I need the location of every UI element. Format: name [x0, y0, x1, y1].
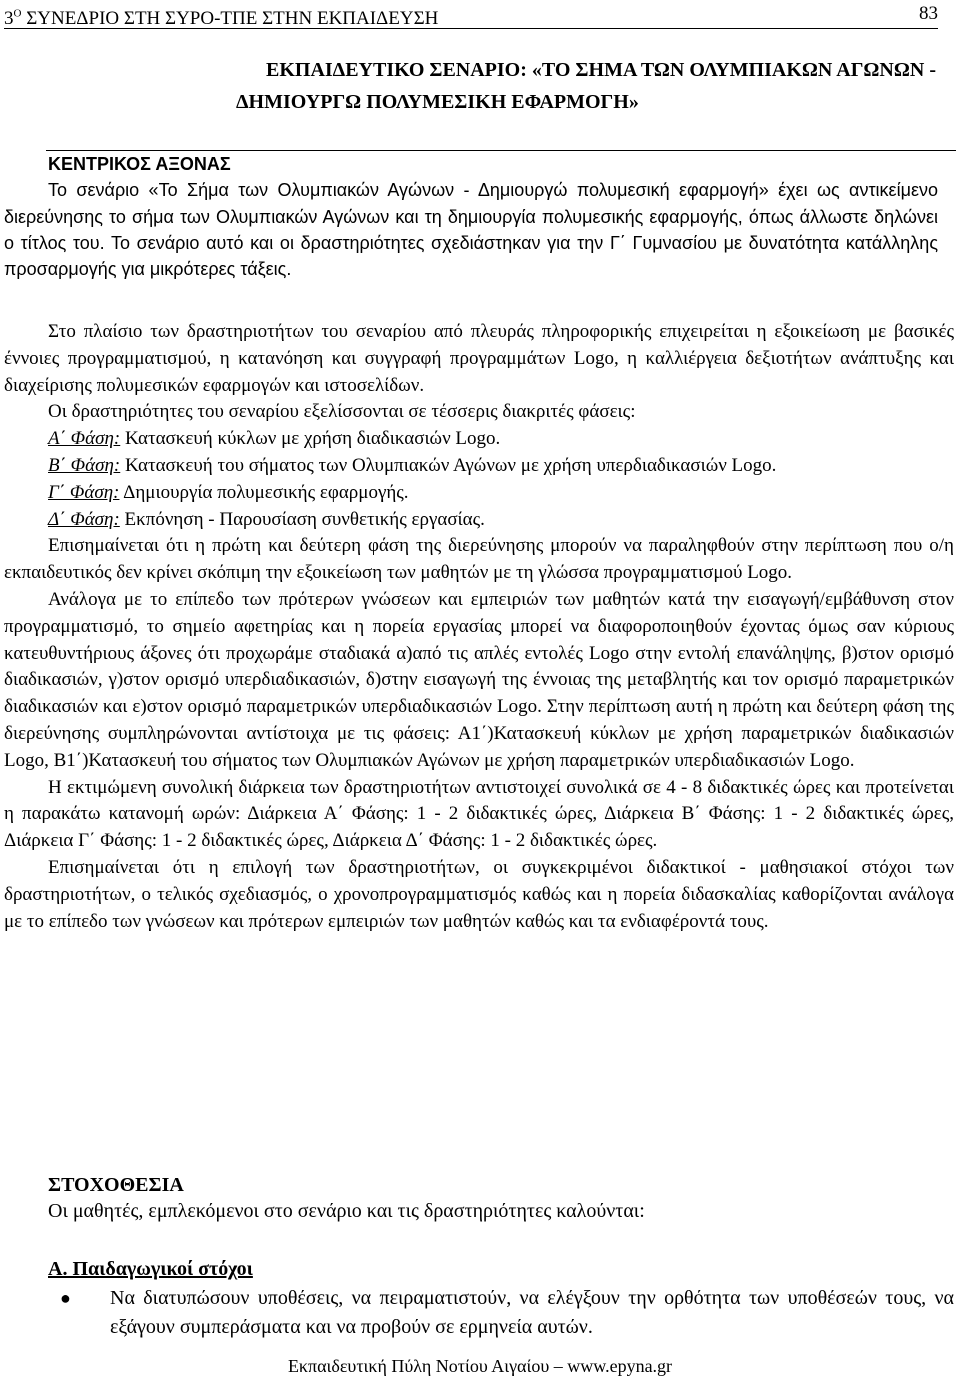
page-footer: Εκπαιδευτική Πύλη Νοτίου Αιγαίου – www.epyna.gr: [287, 1356, 673, 1376]
phase-a: [4, 426, 954, 453]
paragraph-context: Στο πλαίσιο των δραστηριοτήτων του σεναρίου από πλευράς πληροφορικής επιχειρείται η εξοικείωση με βασικές έννοιες προγραμματισμού, η κατανόηση και συγγραφή προγραμμάτων Logo, η καλλιέργεια δεξιοτήτων ανάπτυξης και διαχείρισης πολυμεσικών εφαρμογών και ιστοσελίδων.: [4, 321, 954, 396]
targets-section: [48, 1172, 954, 1224]
page-number: 83: [919, 3, 938, 24]
main-body: [4, 319, 954, 935]
central-axis-section: [4, 151, 938, 282]
phase-d-label: Δ΄ Φάση:: [48, 508, 120, 530]
running-header: [4, 0, 938, 29]
phase-a-text: Κατασκευή κύκλων με χρήση διαδικασιών Logo.: [120, 428, 501, 450]
title-line-2: ΔΗΜΙΟΥΡΓΩ ΠΟΛΥΜΕΣΙΚΗ ΕΦΑΡΜΟΓΗ»: [236, 91, 639, 113]
bullet-icon: ●: [60, 1288, 71, 1308]
central-axis-heading: ΚΕΝΤΡΙΚΟΣ ΑΞΟΝΑΣ: [48, 154, 231, 174]
scenario-title: [4, 54, 938, 118]
paragraph-level: Ανάλογα με το επίπεδο των πρότερων γνώσεων και εμπειριών των μαθητών κατά την εισαγωγή/εμβάθυνση στον προγραμματισμό, το σημείο αφετηρίας και η πορεία εργασίας μπορεί να διαφοροποιηθούν έχοντας όμως σαν κύριους κατευθυντήριους άξονες ότι προχωράμε σταδιακά α)από τις απλές εντολές Logo στην εντολή επανάληψης, β)στον ορισμό διαδικασιών, γ)στον ορισμό υπερδιαδικασιών, δ)στην εισαγωγή της έννοιας της μεταβλητής και τον ορισμό παραμετρικών διαδικασιών και ε)στον ορισμό παραμετρικών υπερδιαδικασιών Logo. Στην περίπτωση αυτή η πρώτη και δεύτερη φάση της διερεύνησης συμπληρώνονται αντίστοιχα με τις φάσεις: Α1΄)Κατασκευή κύκλων με χρήση παραμετρικών διαδικασιών Logo, Β1΄)Κατασκευή του σήματος των Ολυμπιακών Αγώνων με χρήση παραμετρικών υπερδιαδικασιών Logo.: [4, 588, 954, 771]
paragraph-phases-intro: Οι δραστηριότητες του σεναρίου εξελίσσονται σε τέσσερις διακριτές φάσεις:: [48, 401, 636, 423]
conference-title: $3^O$ ΣΥΝΕΔΡΙΟ ΣΤΗ ΣΥΡΟ-ΤΠΕ ΣΤΗΝ ΕΚΠΑΙΔΕΥΣΗ: [4, 8, 439, 30]
paragraph-note-1: Επισημαίνεται ότι η πρώτη και δεύτερη φάση της διερεύνησης μπορούν να παραληφθούν στην περίπτωση που ο/η εκπαιδευτικός δεν κρίνει σκόπιμη την εξοικείωση των μαθητών με τη γλώσσα προγραμματισμού Logo.: [4, 535, 954, 584]
paragraph-note-2: Επισημαίνεται ότι η επιλογή των δραστηριοτήτων, οι συγκεκριμένοι διδακτικοί - μαθησιακοί στόχοι των δραστηριοτήτων, ο τελικός σχεδιασμός, ο χρονοπρογραμματισμός καθώς και η πορεία διδασκαλίας καθορίζονται ανάλογα με το επίπεδο των γνώσεων και πρότερων εμπειριών των μαθητών καθώς και τα ενδιαφέροντά τους.: [4, 856, 954, 932]
phase-c-text: Δημιουργία πολυμεσικής εφαρμογής.: [119, 481, 409, 503]
title-line-1: ΕΚΠΑΙΔΕΥΤΙΚΟ ΣΕΝΑΡΙΟ: «ΤΟ ΣΗΜΑ ΤΩΝ ΟΛΥΜΠΙΑΚΩΝ ΑΓΩΝΩΝ -: [266, 59, 936, 81]
phase-b-text: Κατασκευή του σήματος των Ολυμπιακών Αγώνων με χρήση υπερδιαδικασιών Logo.: [120, 454, 777, 476]
phase-c-label: Γ΄ Φάση:: [48, 481, 120, 503]
central-axis-paragraph: Το σενάριο «Το Σήμα των Ολυμπιακών Αγώνων - Δημιουργώ πολυμεσική εφαρμογή» έχει ως αντικείμενο διερεύνησης το σήμα των Ολυμπιακών Αγώνων και τη δημιουργία πολυμεσικής εφαρμογής, όπως άλλωστε δηλώνει ο τίτλος του. Το σενάριο αυτό και οι δραστηριότητες σχεδιάστηκαν για την Γ΄ Γυμνασίου με δυνατότητα κατάλληλης προσαρμογής για μικρότερες τάξεις.: [4, 180, 938, 280]
pedagogical-goals-heading: Α. Παιδαγωγικοί στόχοι: [48, 1258, 253, 1280]
phase-c: [4, 480, 954, 507]
list-item: [60, 1284, 954, 1342]
phase-a-label: Α΄ Φάση:: [48, 428, 121, 450]
phase-b-label: Β΄ Φάση:: [48, 454, 121, 476]
list-item-text: Να διατυπώσουν υποθέσεις, να πειραματιστούν, να ελέγξουν την ορθότητα των υποθέσεών τους, να εξάγουν συμπεράσματα και να προβούν σε ερμηνεία αυτών.: [110, 1287, 954, 1338]
phase-d-text: Εκπόνηση - Παρουσίαση συνθετικής εργασίας.: [119, 508, 485, 530]
phase-d: [4, 507, 954, 534]
targets-intro: Οι μαθητές, εμπλεκόμενοι στο σενάριο και τις δραστηριότητες καλούνται:: [48, 1200, 645, 1222]
paragraph-duration: Η εκτιμώμενη συνολική διάρκεια των δραστηριοτήτων αντιστοιχεί συνολικά σε 4 - 8 διδακτικές ώρες και προτείνεται η παρακάτω κατανομή ωρών: Διάρκεια Α΄ Φάσης: 1 - 2 διδακτικές ώρες, Διάρκεια Β΄ Φάσης: 1 - 2 διδακτικές ώρες, Διάρκεια Γ΄ Φάσης: 1 - 2 διδακτικές ώρες, Διάρκεια Δ΄ Φάσης: 1 - 2 διδακτικές ώρες.: [4, 776, 954, 852]
phase-b: [4, 453, 954, 480]
targets-heading: ΣΤΟΧΟΘΕΣΙΑ: [48, 1174, 184, 1196]
